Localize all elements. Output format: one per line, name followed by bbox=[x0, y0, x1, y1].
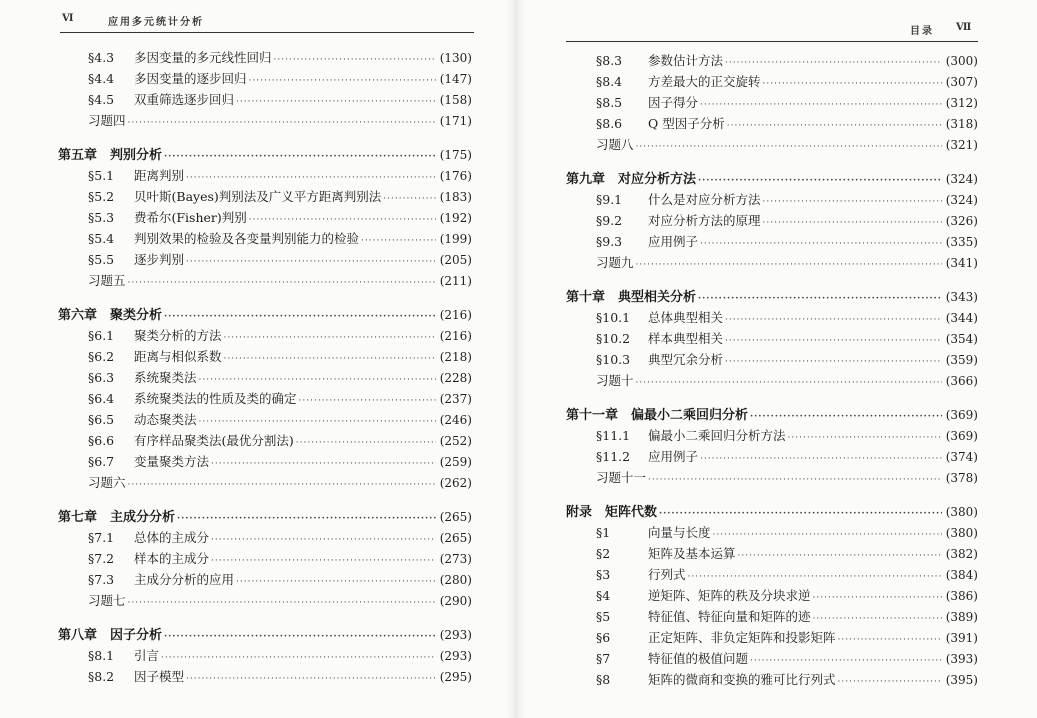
toc-section-row bbox=[88, 648, 472, 664]
page-number: (171) bbox=[439, 114, 472, 128]
toc-chapter-row bbox=[566, 504, 978, 520]
section-title: 系统聚类法 bbox=[134, 370, 197, 385]
toc-section-row bbox=[596, 630, 978, 646]
leader-dots bbox=[763, 194, 942, 210]
section-title: 行列式 bbox=[648, 567, 686, 582]
toc-exercise-row bbox=[88, 113, 472, 129]
section-number: §6.4 bbox=[88, 391, 115, 406]
page-number: (318) bbox=[945, 117, 978, 131]
toc-section-row bbox=[596, 192, 978, 208]
page-number: (205) bbox=[439, 253, 472, 267]
section-title: 费希尔(Fisher)判别 bbox=[134, 210, 247, 225]
page-number: (237) bbox=[439, 392, 472, 406]
section-number: §9.1 bbox=[596, 192, 623, 207]
leader-dots bbox=[249, 73, 436, 89]
toc-exercise-row bbox=[88, 593, 472, 609]
chapter-title: 第六章 聚类分析 bbox=[58, 308, 163, 323]
section-number: §4.4 bbox=[88, 71, 115, 86]
section-number: §8.2 bbox=[88, 669, 115, 684]
section-title: 逐步判别 bbox=[134, 252, 185, 267]
page-number: (344) bbox=[945, 311, 978, 325]
toc-chapter-row bbox=[58, 147, 472, 163]
page-number: (354) bbox=[945, 332, 978, 346]
chapter-title: 第五章 判别分析 bbox=[58, 148, 163, 163]
section-title: 向量与长度 bbox=[648, 525, 711, 540]
toc-section-row bbox=[596, 116, 978, 132]
section-number: §9.3 bbox=[596, 234, 623, 249]
leader-dots bbox=[296, 435, 436, 451]
leader-dots bbox=[788, 430, 942, 446]
exercise-title: 习题六 bbox=[88, 475, 126, 490]
section-number: §6.6 bbox=[88, 433, 115, 448]
page-number: (369) bbox=[945, 429, 978, 443]
toc-chapter-row bbox=[58, 509, 472, 525]
page-number: (228) bbox=[439, 371, 472, 385]
page-number: (130) bbox=[439, 51, 472, 65]
section-title: 矩阵的微商和变换的雅可比行列式 bbox=[648, 672, 836, 687]
leader-dots bbox=[211, 532, 436, 548]
toc-chapter-row bbox=[566, 289, 978, 305]
leader-dots bbox=[128, 477, 436, 493]
section-number: §5 bbox=[596, 609, 611, 624]
toc-section-row bbox=[596, 331, 978, 347]
toc-section-row bbox=[596, 74, 978, 90]
section-number: §6.5 bbox=[88, 412, 115, 427]
section-title: 主成分分析的应用 bbox=[134, 572, 235, 587]
toc-section-row bbox=[596, 53, 978, 69]
page-number: (307) bbox=[945, 75, 978, 89]
section-number: §10.3 bbox=[596, 352, 631, 367]
page-number: (259) bbox=[439, 455, 472, 469]
toc-section-row bbox=[88, 551, 472, 567]
page-number: (280) bbox=[439, 573, 472, 587]
leader-dots bbox=[648, 472, 942, 488]
chapter-title: 第九章 对应分析方法 bbox=[566, 172, 697, 187]
leader-dots bbox=[813, 590, 942, 606]
toc-section-row bbox=[88, 168, 472, 184]
toc-section-row bbox=[88, 189, 472, 205]
toc-section-row bbox=[596, 428, 978, 444]
toc-exercise-row bbox=[596, 373, 978, 389]
leader-dots bbox=[750, 409, 942, 425]
page-number: (374) bbox=[945, 450, 978, 464]
section-number: §5.3 bbox=[88, 210, 115, 225]
section-number: §5.4 bbox=[88, 231, 115, 246]
leader-dots bbox=[636, 139, 942, 155]
page-number: (158) bbox=[439, 93, 472, 107]
leader-dots bbox=[838, 674, 942, 690]
page-number: (369) bbox=[945, 408, 978, 422]
page-number: (300) bbox=[945, 54, 978, 68]
toc-section-row bbox=[596, 651, 978, 667]
leader-dots bbox=[738, 548, 942, 564]
toc-section-row bbox=[88, 349, 472, 365]
leader-dots bbox=[274, 52, 436, 68]
toc-section-row bbox=[88, 210, 472, 226]
leader-dots bbox=[383, 191, 435, 207]
leader-dots bbox=[698, 173, 942, 189]
page-number: (218) bbox=[439, 350, 472, 364]
page-number: (252) bbox=[439, 434, 472, 448]
toc-section-row bbox=[88, 252, 472, 268]
toc-exercise-row bbox=[596, 137, 978, 153]
section-title: 变量聚类方法 bbox=[134, 454, 210, 469]
toc-section-row bbox=[596, 567, 978, 583]
page-number: (386) bbox=[945, 589, 978, 603]
leader-dots bbox=[186, 671, 436, 687]
toc-section-row bbox=[88, 530, 472, 546]
section-title: 特征值的极值问题 bbox=[648, 651, 749, 666]
page-number: (321) bbox=[945, 138, 978, 152]
exercise-title: 习题十 bbox=[596, 373, 634, 388]
toc-exercise-row bbox=[596, 470, 978, 486]
toc-section-row bbox=[88, 328, 472, 344]
page-number: (290) bbox=[439, 594, 472, 608]
section-number: §6.2 bbox=[88, 349, 115, 364]
section-number: §5.5 bbox=[88, 252, 115, 267]
page-number: (192) bbox=[439, 211, 472, 225]
section-title: 因子得分 bbox=[648, 95, 699, 110]
toc-section-row bbox=[596, 672, 978, 688]
exercise-title: 习题十一 bbox=[596, 470, 647, 485]
section-number: §8.4 bbox=[596, 74, 623, 89]
leader-dots bbox=[725, 354, 942, 370]
leader-dots bbox=[211, 456, 436, 472]
exercise-title: 习题七 bbox=[88, 593, 126, 608]
leader-dots bbox=[763, 215, 942, 231]
chapter-title: 第七章 主成分分析 bbox=[58, 510, 176, 525]
toc-section-row bbox=[596, 609, 978, 625]
toc-exercise-row bbox=[88, 475, 472, 491]
toc-section-row bbox=[596, 352, 978, 368]
section-number: §6.3 bbox=[88, 370, 115, 385]
right-header-page-number: Ⅶ bbox=[956, 22, 974, 33]
page-number: (246) bbox=[439, 413, 472, 427]
toc-section-row bbox=[596, 234, 978, 250]
section-number: §4 bbox=[596, 588, 611, 603]
section-number: §10.1 bbox=[596, 310, 631, 325]
section-title: 聚类分析的方法 bbox=[134, 328, 222, 343]
section-title: 引言 bbox=[134, 648, 160, 663]
page-number: (335) bbox=[945, 235, 978, 249]
toc-section-row bbox=[88, 231, 472, 247]
toc-section-row bbox=[596, 310, 978, 326]
section-title: 距离判别 bbox=[134, 168, 185, 183]
leader-dots bbox=[838, 632, 942, 648]
left-header-page-number: Ⅵ bbox=[62, 13, 76, 24]
leader-dots bbox=[725, 312, 942, 328]
leader-dots bbox=[727, 118, 942, 134]
leader-dots bbox=[713, 527, 942, 543]
page-number: (175) bbox=[439, 148, 472, 162]
section-number: §9.2 bbox=[596, 213, 623, 228]
page-number: (384) bbox=[945, 568, 978, 582]
leader-dots bbox=[164, 629, 436, 645]
section-title: 有序样品聚类法(最优分割法) bbox=[134, 433, 294, 448]
page-number: (382) bbox=[945, 547, 978, 561]
section-number: §4.5 bbox=[88, 92, 115, 107]
toc-section-row bbox=[596, 449, 978, 465]
page-number: (341) bbox=[945, 256, 978, 270]
leader-dots bbox=[700, 236, 942, 252]
leader-dots bbox=[164, 149, 436, 165]
section-title: 距离与相似系数 bbox=[134, 349, 222, 364]
leader-dots bbox=[164, 309, 436, 325]
page-number: (147) bbox=[439, 72, 472, 86]
chapter-title: 附录 矩阵代数 bbox=[566, 505, 658, 520]
left-header-book-title: 应用多元统计分析 bbox=[108, 17, 204, 28]
leader-dots bbox=[128, 595, 436, 611]
section-title: 样本的主成分 bbox=[134, 551, 210, 566]
page-number: (378) bbox=[945, 471, 978, 485]
leader-dots bbox=[725, 55, 942, 71]
section-number: §10.2 bbox=[596, 331, 631, 346]
section-number: §8 bbox=[596, 672, 611, 687]
leader-dots bbox=[299, 393, 436, 409]
page-number: (176) bbox=[439, 169, 472, 183]
section-title: 动态聚类法 bbox=[134, 412, 197, 427]
page-number: (293) bbox=[439, 649, 472, 663]
section-number: §8.5 bbox=[596, 95, 623, 110]
toc-section-row bbox=[596, 546, 978, 562]
section-title: 参数估计方法 bbox=[648, 53, 724, 68]
leader-dots bbox=[186, 170, 436, 186]
page-number: (366) bbox=[945, 374, 978, 388]
section-title: Q 型因子分析 bbox=[648, 116, 725, 131]
section-title: 什么是对应分析方法 bbox=[648, 192, 761, 207]
exercise-title: 习题五 bbox=[88, 273, 126, 288]
toc-exercise-row bbox=[88, 273, 472, 289]
left-header-rule bbox=[60, 32, 474, 33]
page-number: (326) bbox=[945, 214, 978, 228]
toc-section-row bbox=[88, 370, 472, 386]
leader-dots bbox=[750, 653, 942, 669]
section-number: §3 bbox=[596, 567, 611, 582]
right-header-title: 目录 bbox=[910, 26, 934, 37]
page-number: (393) bbox=[945, 652, 978, 666]
leader-dots bbox=[636, 257, 942, 273]
section-number: §6.1 bbox=[88, 328, 115, 343]
section-title: 应用例子 bbox=[648, 449, 699, 464]
chapter-title: 第十一章 偏最小二乘回归分析 bbox=[566, 408, 749, 423]
section-title: 多因变量的多元线性回归 bbox=[134, 50, 272, 65]
section-title: 总体的主成分 bbox=[134, 530, 210, 545]
leader-dots bbox=[725, 333, 942, 349]
toc-chapter-row bbox=[58, 627, 472, 643]
toc-section-row bbox=[596, 525, 978, 541]
section-title: 总体典型相关 bbox=[648, 310, 724, 325]
page-number: (262) bbox=[439, 476, 472, 490]
right-page bbox=[520, 0, 1037, 718]
page-number: (265) bbox=[439, 510, 472, 524]
section-number: §7 bbox=[596, 651, 611, 666]
section-number: §8.6 bbox=[596, 116, 623, 131]
leader-dots bbox=[361, 233, 436, 249]
section-number: §2 bbox=[596, 546, 611, 561]
leader-dots bbox=[249, 212, 436, 228]
page-number: (312) bbox=[945, 96, 978, 110]
toc-section-row bbox=[88, 412, 472, 428]
leader-dots bbox=[224, 351, 436, 367]
section-number: §5.1 bbox=[88, 168, 115, 183]
section-number: §7.1 bbox=[88, 530, 115, 545]
section-title: 典型冗余分析 bbox=[648, 352, 724, 367]
section-title: 逆矩阵、矩阵的秩及分块求逆 bbox=[648, 588, 811, 603]
page-number: (273) bbox=[439, 552, 472, 566]
page-number: (199) bbox=[439, 232, 472, 246]
leader-dots bbox=[128, 115, 436, 131]
section-title: 样本典型相关 bbox=[648, 331, 724, 346]
leader-dots bbox=[688, 569, 942, 585]
section-number: §11.1 bbox=[596, 428, 631, 443]
section-title: 双重筛选逐步回归 bbox=[134, 92, 235, 107]
section-title: 因子模型 bbox=[134, 669, 185, 684]
section-title: 系统聚类法的性质及类的确定 bbox=[134, 391, 297, 406]
page-number: (391) bbox=[945, 631, 978, 645]
book-gutter bbox=[506, 0, 526, 718]
chapter-title: 第十章 典型相关分析 bbox=[566, 290, 697, 305]
page-number: (216) bbox=[439, 329, 472, 343]
section-title: 矩阵及基本运算 bbox=[648, 546, 736, 561]
page-number: (211) bbox=[439, 274, 472, 288]
section-title: 应用例子 bbox=[648, 234, 699, 249]
leader-dots bbox=[128, 275, 436, 291]
leader-dots bbox=[211, 553, 436, 569]
toc-section-row bbox=[88, 92, 472, 108]
toc-chapter-row bbox=[58, 307, 472, 323]
section-title: 特征值、特征向量和矩阵的迹 bbox=[648, 609, 811, 624]
leader-dots bbox=[224, 330, 436, 346]
leader-dots bbox=[636, 375, 942, 391]
leader-dots bbox=[659, 506, 942, 522]
page-number: (395) bbox=[945, 673, 978, 687]
section-number: §6.7 bbox=[88, 454, 115, 469]
page-number: (389) bbox=[945, 610, 978, 624]
page-number: (324) bbox=[945, 193, 978, 207]
leader-dots bbox=[236, 94, 436, 110]
section-title: 对应分析方法的原理 bbox=[648, 213, 761, 228]
section-number: §1 bbox=[596, 525, 611, 540]
page-number: (343) bbox=[945, 290, 978, 304]
page-number: (359) bbox=[945, 353, 978, 367]
toc-section-row bbox=[88, 71, 472, 87]
section-title: 方差最大的正交旋转 bbox=[648, 74, 761, 89]
left-page bbox=[0, 0, 512, 718]
section-title: 多因变量的逐步回归 bbox=[134, 71, 247, 86]
page-number: (380) bbox=[945, 526, 978, 540]
section-number: §7.2 bbox=[88, 551, 115, 566]
section-title: 贝叶斯(Bayes)判别法及广义平方距离判别法 bbox=[134, 189, 382, 204]
page-number: (293) bbox=[439, 628, 472, 642]
section-title: 正定矩阵、非负定矩阵和投影矩阵 bbox=[648, 630, 836, 645]
leader-dots bbox=[186, 254, 436, 270]
section-number: §11.2 bbox=[596, 449, 631, 464]
page-number: (216) bbox=[439, 308, 472, 322]
page-number: (295) bbox=[439, 670, 472, 684]
toc-section-row bbox=[596, 95, 978, 111]
exercise-title: 习题八 bbox=[596, 137, 634, 152]
page-number: (380) bbox=[945, 505, 978, 519]
exercise-title: 习题四 bbox=[88, 113, 126, 128]
section-number: §4.3 bbox=[88, 50, 115, 65]
right-header-rule bbox=[566, 41, 978, 42]
leader-dots bbox=[199, 372, 436, 388]
leader-dots bbox=[813, 611, 942, 627]
section-title: 判别效果的检验及各变量判别能力的检验 bbox=[134, 231, 360, 246]
leader-dots bbox=[199, 414, 436, 430]
leader-dots bbox=[700, 97, 942, 113]
leader-dots bbox=[763, 76, 942, 92]
page-number: (324) bbox=[945, 172, 978, 186]
leader-dots bbox=[161, 650, 436, 666]
toc-section-row bbox=[88, 572, 472, 588]
toc-section-row bbox=[88, 391, 472, 407]
page-number: (265) bbox=[439, 531, 472, 545]
toc-section-row bbox=[596, 213, 978, 229]
chapter-title: 第八章 因子分析 bbox=[58, 628, 163, 643]
section-number: §6 bbox=[596, 630, 611, 645]
toc-chapter-row bbox=[566, 407, 978, 423]
section-title: 偏最小二乘回归分析方法 bbox=[648, 428, 786, 443]
toc-section-row bbox=[88, 669, 472, 685]
toc-section-row bbox=[88, 454, 472, 470]
section-number: §8.1 bbox=[88, 648, 115, 663]
section-number: §8.3 bbox=[596, 53, 623, 68]
toc-exercise-row bbox=[596, 255, 978, 271]
section-number: §7.3 bbox=[88, 572, 115, 587]
leader-dots bbox=[698, 291, 942, 307]
leader-dots bbox=[177, 511, 436, 527]
leader-dots bbox=[236, 574, 436, 590]
exercise-title: 习题九 bbox=[596, 255, 634, 270]
leader-dots bbox=[700, 451, 942, 467]
section-number: §5.2 bbox=[88, 189, 115, 204]
toc-section-row bbox=[596, 588, 978, 604]
toc-section-row bbox=[88, 50, 472, 66]
toc-chapter-row bbox=[566, 171, 978, 187]
toc-section-row bbox=[88, 433, 472, 449]
page-number: (183) bbox=[439, 190, 472, 204]
